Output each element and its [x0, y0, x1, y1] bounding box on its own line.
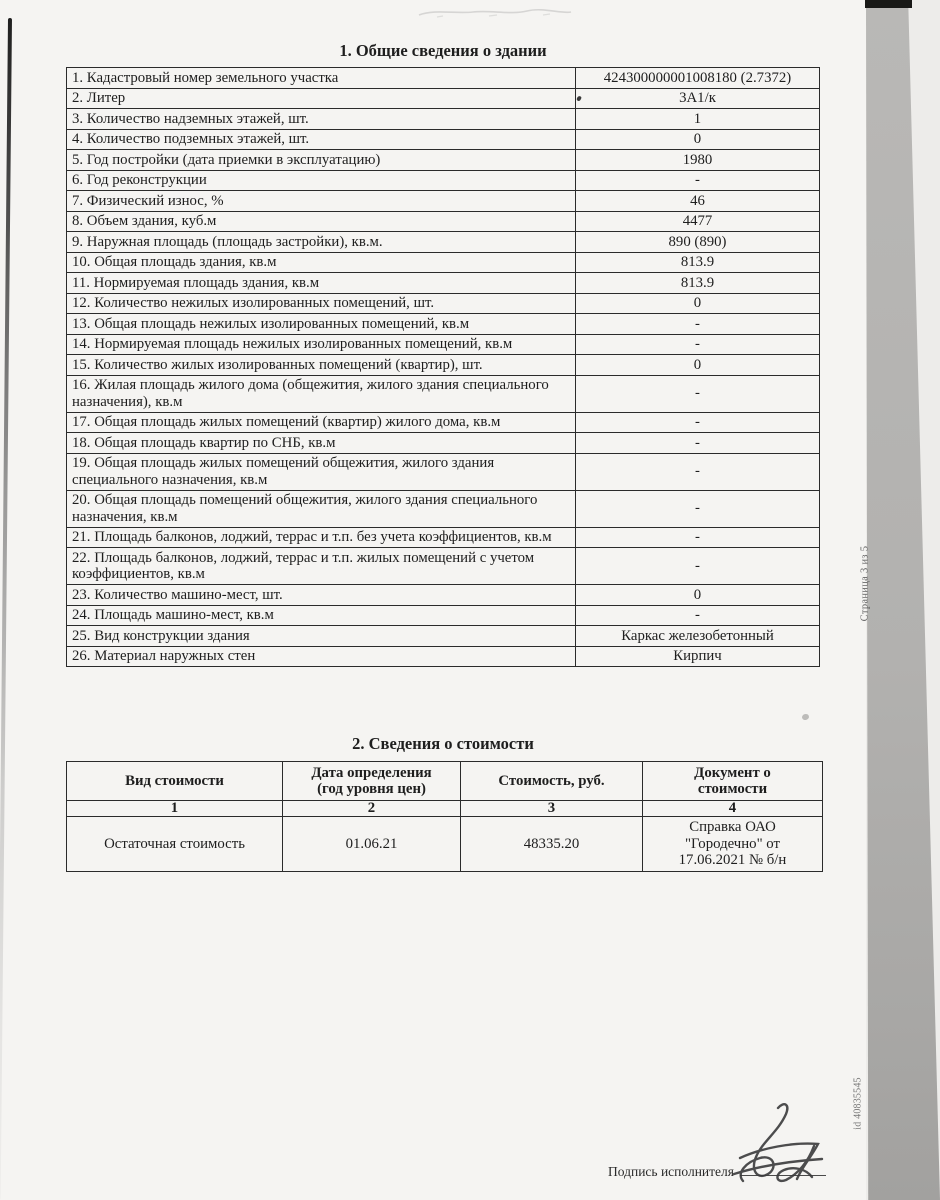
table-row	[67, 232, 820, 253]
table-row	[67, 490, 820, 527]
row-value: 1	[576, 109, 820, 130]
row-label: 12. Количество нежилых изолированных помещений, шт.	[67, 293, 576, 314]
row-label: 2. Литер	[67, 88, 576, 109]
row-label: 23. Количество машино-мест, шт.	[67, 585, 576, 606]
row-value: 0	[576, 585, 820, 606]
table-row	[67, 605, 820, 626]
table-row	[67, 293, 820, 314]
signature-label: Подпись исполнителя	[608, 1164, 734, 1179]
col-number: 2	[283, 801, 461, 817]
handwritten-signature	[700, 1100, 832, 1188]
cost-document: Справка ОАО "Городечно" от 17.06.2021 № б/н	[643, 817, 823, 872]
table-row	[67, 150, 820, 171]
row-value: -	[576, 453, 820, 490]
row-value: -	[576, 170, 820, 191]
row-value: 813.9	[576, 252, 820, 273]
cost-header-date: Дата определения (год уровня цен)	[283, 762, 461, 801]
cost-data-row	[67, 817, 823, 872]
row-label: 15. Количество жилых изолированных помещений (квартир), шт.	[67, 355, 576, 376]
row-value: -	[576, 490, 820, 527]
row-label: 3. Количество надземных этажей, шт.	[67, 109, 576, 130]
cost-column-numbers	[67, 801, 823, 817]
row-label: 22. Площадь балконов, лоджий, террас и т.п. жилых помещений с учетом коэффициентов, кв.м	[67, 548, 576, 585]
section1-title: 1. Общие сведения о здании	[339, 41, 547, 60]
table-row	[67, 375, 820, 412]
table-row	[67, 646, 820, 667]
table-row	[67, 527, 820, 548]
row-value: -	[576, 412, 820, 433]
page-number-side-label: Страница 3 из 5	[859, 545, 871, 622]
row-value: -	[576, 375, 820, 412]
row-value: Каркас железобетонный	[576, 626, 820, 647]
table-row	[67, 453, 820, 490]
cost-kind: Остаточная стоимость	[67, 817, 283, 872]
table-row	[67, 314, 820, 335]
row-label: 21. Площадь балконов, лоджий, террас и т.п. без учета коэффициентов, кв.м	[67, 527, 576, 548]
row-value: 4477	[576, 211, 820, 232]
row-label: 14. Нормируемая площадь нежилых изолированных помещений, кв.м	[67, 334, 576, 355]
table-row	[67, 68, 820, 89]
cost-table	[66, 761, 823, 872]
scan-speck	[801, 713, 809, 721]
col-number: 4	[643, 801, 823, 817]
row-value: 3А1/к	[576, 88, 820, 109]
row-value: 1980	[576, 150, 820, 171]
row-value: -	[576, 605, 820, 626]
cost-header-amount: Стоимость, руб.	[461, 762, 643, 801]
row-label: 20. Общая площадь помещений общежития, жилого здания специального назначения, кв.м	[67, 490, 576, 527]
table-row	[67, 626, 820, 647]
cost-header-row	[67, 762, 823, 801]
table-row	[67, 412, 820, 433]
row-value: 424300000001008180 (2.7372)	[576, 68, 820, 89]
row-label: 1. Кадастровый номер земельного участка	[67, 68, 576, 89]
row-label: 7. Физический износ, %	[67, 191, 576, 212]
cost-header-kind: Вид стоимости	[67, 762, 283, 801]
row-label: 4. Количество подземных этажей, шт.	[67, 129, 576, 150]
cost-amount: 48335.20	[461, 817, 643, 872]
table-row	[67, 334, 820, 355]
scan-left-edge-line	[0, 18, 12, 1200]
row-label: 24. Площадь машино-мест, кв.м	[67, 605, 576, 626]
table-row	[67, 191, 820, 212]
table-row	[67, 211, 820, 232]
table-row	[67, 548, 820, 585]
table-row	[67, 433, 820, 454]
row-value: -	[576, 334, 820, 355]
row-value: 0	[576, 293, 820, 314]
row-value: 813.9	[576, 273, 820, 294]
col-number: 3	[461, 801, 643, 817]
row-label: 10. Общая площадь здания, кв.м	[67, 252, 576, 273]
scan-smudge	[415, 5, 575, 23]
row-value: 0	[576, 129, 820, 150]
row-label: 13. Общая площадь нежилых изолированных помещений, кв.м	[67, 314, 576, 335]
table-row	[67, 170, 820, 191]
row-value: 890 (890)	[576, 232, 820, 253]
row-value: -	[576, 548, 820, 585]
table-row	[67, 109, 820, 130]
cost-date: 01.06.21	[283, 817, 461, 872]
scan-edge-band-cap	[865, 0, 912, 8]
table-row	[67, 273, 820, 294]
table-row	[67, 252, 820, 273]
table-row	[67, 585, 820, 606]
row-label: 11. Нормируемая площадь здания, кв.м	[67, 273, 576, 294]
table-row	[67, 88, 820, 109]
row-label: 16. Жилая площадь жилого дома (общежития, жилого здания специального назначения), кв.м	[67, 375, 576, 412]
table-row	[67, 355, 820, 376]
building-info-table	[66, 67, 820, 667]
row-value: Кирпич	[576, 646, 820, 667]
row-label: 18. Общая площадь квартир по СНБ, кв.м	[67, 433, 576, 454]
col-number: 1	[67, 801, 283, 817]
section2-title: 2. Сведения о стоимости	[352, 734, 534, 753]
row-label: 6. Год реконструкции	[67, 170, 576, 191]
row-label: 17. Общая площадь жилых помещений (квартир) жилого дома, кв.м	[67, 412, 576, 433]
cost-header-document: Документ о стоимости	[643, 762, 823, 801]
row-value: -	[576, 433, 820, 454]
row-label: 26. Материал наружных стен	[67, 646, 576, 667]
document-id-side-label: id 40835545	[852, 1077, 864, 1130]
row-label: 5. Год постройки (дата приемки в эксплуатацию)	[67, 150, 576, 171]
row-label: 19. Общая площадь жилых помещений общежития, жилого здания специального назначения, кв.м	[67, 453, 576, 490]
row-label: 9. Наружная площадь (площадь застройки), кв.м.	[67, 232, 576, 253]
row-value: -	[576, 314, 820, 335]
row-value: -	[576, 527, 820, 548]
row-value: 46	[576, 191, 820, 212]
row-value: 0	[576, 355, 820, 376]
row-label: 8. Объем здания, куб.м	[67, 211, 576, 232]
row-label: 25. Вид конструкции здания	[67, 626, 576, 647]
table-row	[67, 129, 820, 150]
